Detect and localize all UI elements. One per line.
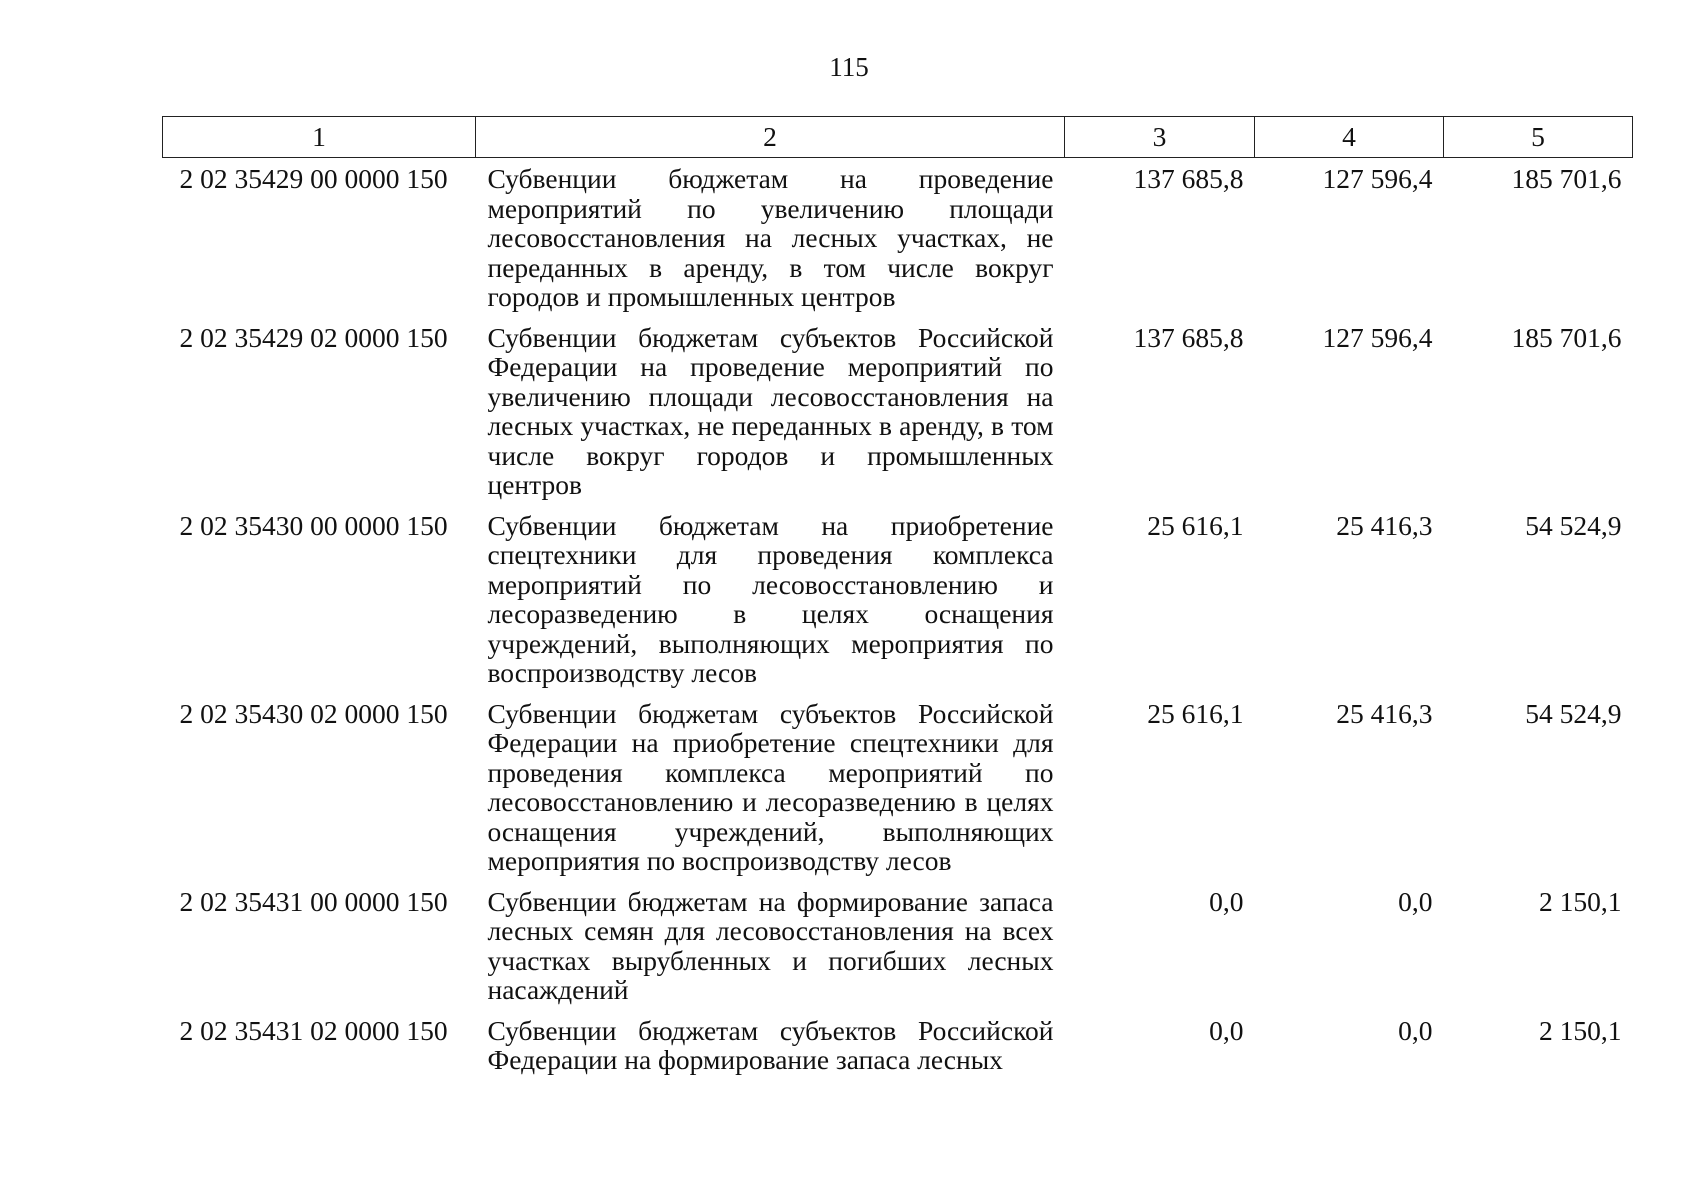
value-col-4: 25 416,3 — [1336, 509, 1433, 541]
page-number: 115 — [829, 52, 869, 82]
value-col-3: 25 616,1 — [1147, 509, 1244, 541]
budget-code: 2 02 35429 02 0000 150 — [179, 321, 448, 353]
budget-code: 2 02 35430 02 0000 150 — [179, 697, 448, 729]
value-col-5: 185 701,6 — [1511, 321, 1622, 353]
budget-code: 2 02 35429 00 0000 150 — [179, 163, 448, 194]
value-col-4: 127 596,4 — [1322, 163, 1433, 194]
table-header — [163, 117, 1633, 158]
table-row — [163, 511, 1633, 699]
value-col-4: 0,0 — [1398, 1014, 1433, 1046]
value-col-3: 0,0 — [1209, 885, 1244, 917]
value-col-3: 25 616,1 — [1147, 697, 1244, 729]
value-col-5: 54 524,9 — [1525, 509, 1622, 541]
row-description: Субвенции бюджетам субъектов Российской Федерации на приобретение спецтехники для проведения комплекса мероприятий по лесовосстановлению и лесоразведению в целях оснащения учреждений, выполняющих мероприятия по воспроизводству лесов — [487, 697, 1054, 876]
value-col-5: 54 524,9 — [1525, 697, 1622, 729]
header-row — [163, 117, 1633, 158]
value-col-4: 127 596,4 — [1322, 321, 1433, 353]
budget-code: 2 02 35430 00 0000 150 — [179, 509, 448, 541]
value-col-5: 185 701,6 — [1511, 163, 1622, 194]
row-description: Субвенции бюджетам субъектов Российской Федерации на проведение мероприятий по увеличению площади лесовосстановления на лесных участках, не переданных в аренду, в том числе вокруг городов и промышленных центров — [487, 321, 1054, 500]
budget-table — [162, 116, 1633, 1086]
table-row — [163, 699, 1633, 887]
value-col-5: 2 150,1 — [1539, 885, 1622, 917]
row-description: Субвенции бюджетам на проведение мероприятий по увеличению площади лесовосстановления на лесных участках, не переданных в аренду, в том числе вокруг городов и промышленных центров — [487, 163, 1054, 312]
header-col-3: 3 — [1065, 117, 1255, 158]
value-col-3: 137 685,8 — [1133, 163, 1244, 194]
row-description: Субвенции бюджетам на приобретение спецтехники для проведения комплекса мероприятий по лесовосстановлению и лесоразведению в целях оснащения учреждений, выполняющих мероприятия по воспроизводству лесов — [487, 509, 1054, 688]
table-row — [163, 887, 1633, 1016]
table-body — [163, 158, 1633, 1086]
table-row — [163, 323, 1633, 511]
budget-code: 2 02 35431 02 0000 150 — [179, 1014, 448, 1046]
row-description: Субвенции бюджетам на формирование запаса лесных семян для лесовосстановления на всех участках вырубленных и погибших лесных насаждений — [487, 885, 1054, 1005]
value-col-3: 137 685,8 — [1133, 321, 1244, 353]
table-row — [163, 158, 1633, 323]
value-col-3: 0,0 — [1209, 1014, 1244, 1046]
header-col-4: 4 — [1255, 117, 1444, 158]
row-description: Субвенции бюджетам субъектов Российской Федерации на формирование запаса лесных — [487, 1014, 1054, 1075]
value-col-4: 25 416,3 — [1336, 697, 1433, 729]
budget-code: 2 02 35431 00 0000 150 — [179, 885, 448, 917]
header-col-1: 1 — [163, 117, 476, 158]
value-col-4: 0,0 — [1398, 885, 1433, 917]
header-col-5: 5 — [1444, 117, 1633, 158]
table-row — [163, 1016, 1633, 1086]
value-col-5: 2 150,1 — [1539, 1014, 1622, 1046]
header-col-2: 2 — [476, 117, 1065, 158]
